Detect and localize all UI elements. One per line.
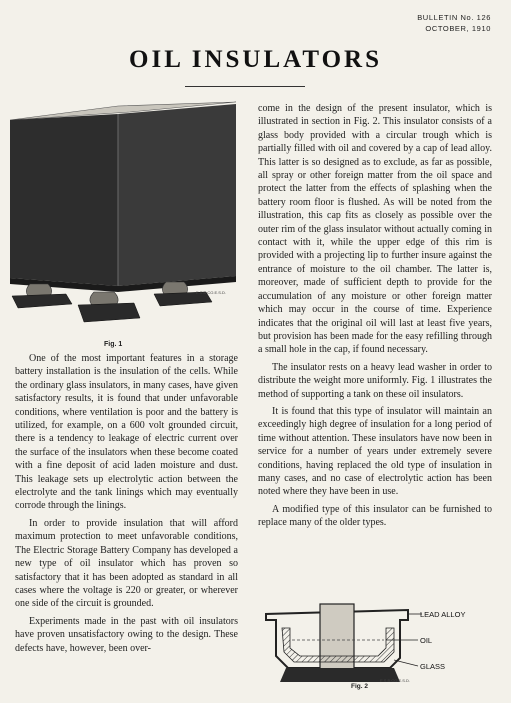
right-column <box>258 102 492 530</box>
figure-2-signature: E.S.B.CO.E.S.D. <box>380 678 411 683</box>
bulletin-date: OCTOBER, 1910 <box>425 24 491 33</box>
left-paragraph-3: Experiments made in the past with oil insulators have proven unsatisfactory owing to the design. These defects have, however, been over- <box>15 615 238 654</box>
page-title: OIL INSULATORS <box>129 46 382 73</box>
figure-1-caption: Fig. 1 <box>104 341 123 348</box>
figure-1-signature: E.S.B.CO.E.S.D. <box>196 290 227 295</box>
figure-2-caption: Fig. 2 <box>351 683 368 690</box>
left-column <box>15 352 238 655</box>
title-rule <box>185 86 305 87</box>
figure-2-insulator-section <box>258 598 498 690</box>
bulletin-number: BULLETIN No. 126 <box>417 13 491 22</box>
label-oil: OIL <box>420 636 433 645</box>
figure-1-tank-illustration <box>6 98 238 338</box>
left-paragraph-2: In order to provide insulation that will afford maximum protection to meet unfavorable conditions, The Electric Storage Battery Company has developed a new type of oil insulator which has proven so satisfactory that it has been adopted as standard in all cases where the voltage is 220 or greater, or wherever one side of the circuit is grounded. <box>15 517 238 610</box>
bulletin-header <box>417 12 491 34</box>
right-paragraph-2: The insulator rests on a heavy lead washer in order to distribute the weight more uniformly. Fig. 1 illustrates the method of supporting a tank on these oil insulators. <box>258 361 492 400</box>
label-glass: GLASS <box>420 662 446 671</box>
label-lead-alloy: LEAD ALLOY <box>420 610 466 619</box>
right-paragraph-4: A modified type of this insulator can be furnished to replace many of the older types. <box>258 503 492 529</box>
right-paragraph-1: come in the design of the present insulator, which is illustrated in section in Fig. 2. This insulator consists of a glass body provided with a circular trough which is partially filled with oil and covered by a cap of lead alloy. This latter is so designed as to exclude, as far as possible, all spray or other foreign matter from the oil space and protect the latter from the effects of splashing when the battery room floor is flushed. As will be noted from the illustration, this cap fits as closely as possible over the outer rim of the glass insulator without actually coming in contact with it, while the upper edge of this rim is provided with a projecting lip to further insure against the entrance of moisture to the oil chamber. The latter is, moreover, made of sufficient depth to provide for the accumulation of any moisture or other foreign matter which may occur in the course of time. Experience indicates that the original oil will last at least five years, but provision has been made for the easy refilling through a small hole in the cap, if found necessary. <box>258 103 492 356</box>
right-paragraph-3: It is found that this type of insulator will maintain an exceedingly high degree of insulation for a long period of time without attention. These insulators have now been in service for a number of years under extremely severe conditions, having replaced the old type of insulation in many cases, and no case of electrolytic action has been noted where they have been in use. <box>258 405 492 498</box>
left-paragraph-1: One of the most important features in a storage battery installation is the insulation of the cells. While the ordinary glass insulators, in many cases, have given satisfactory results, it is found that under unfavorable conditions, where ventilation is poor and the battery is utilized, for example, on a 600 volt grounded circuit, there is a tendency to leakage of electric current over the surface of the insulators when these become coated with a fine deposit of acid laden moisture and dust. This leakage sets up electrolytic action between the electrolyte and the tank linings which may eventually corrode through the linings. <box>15 353 238 512</box>
